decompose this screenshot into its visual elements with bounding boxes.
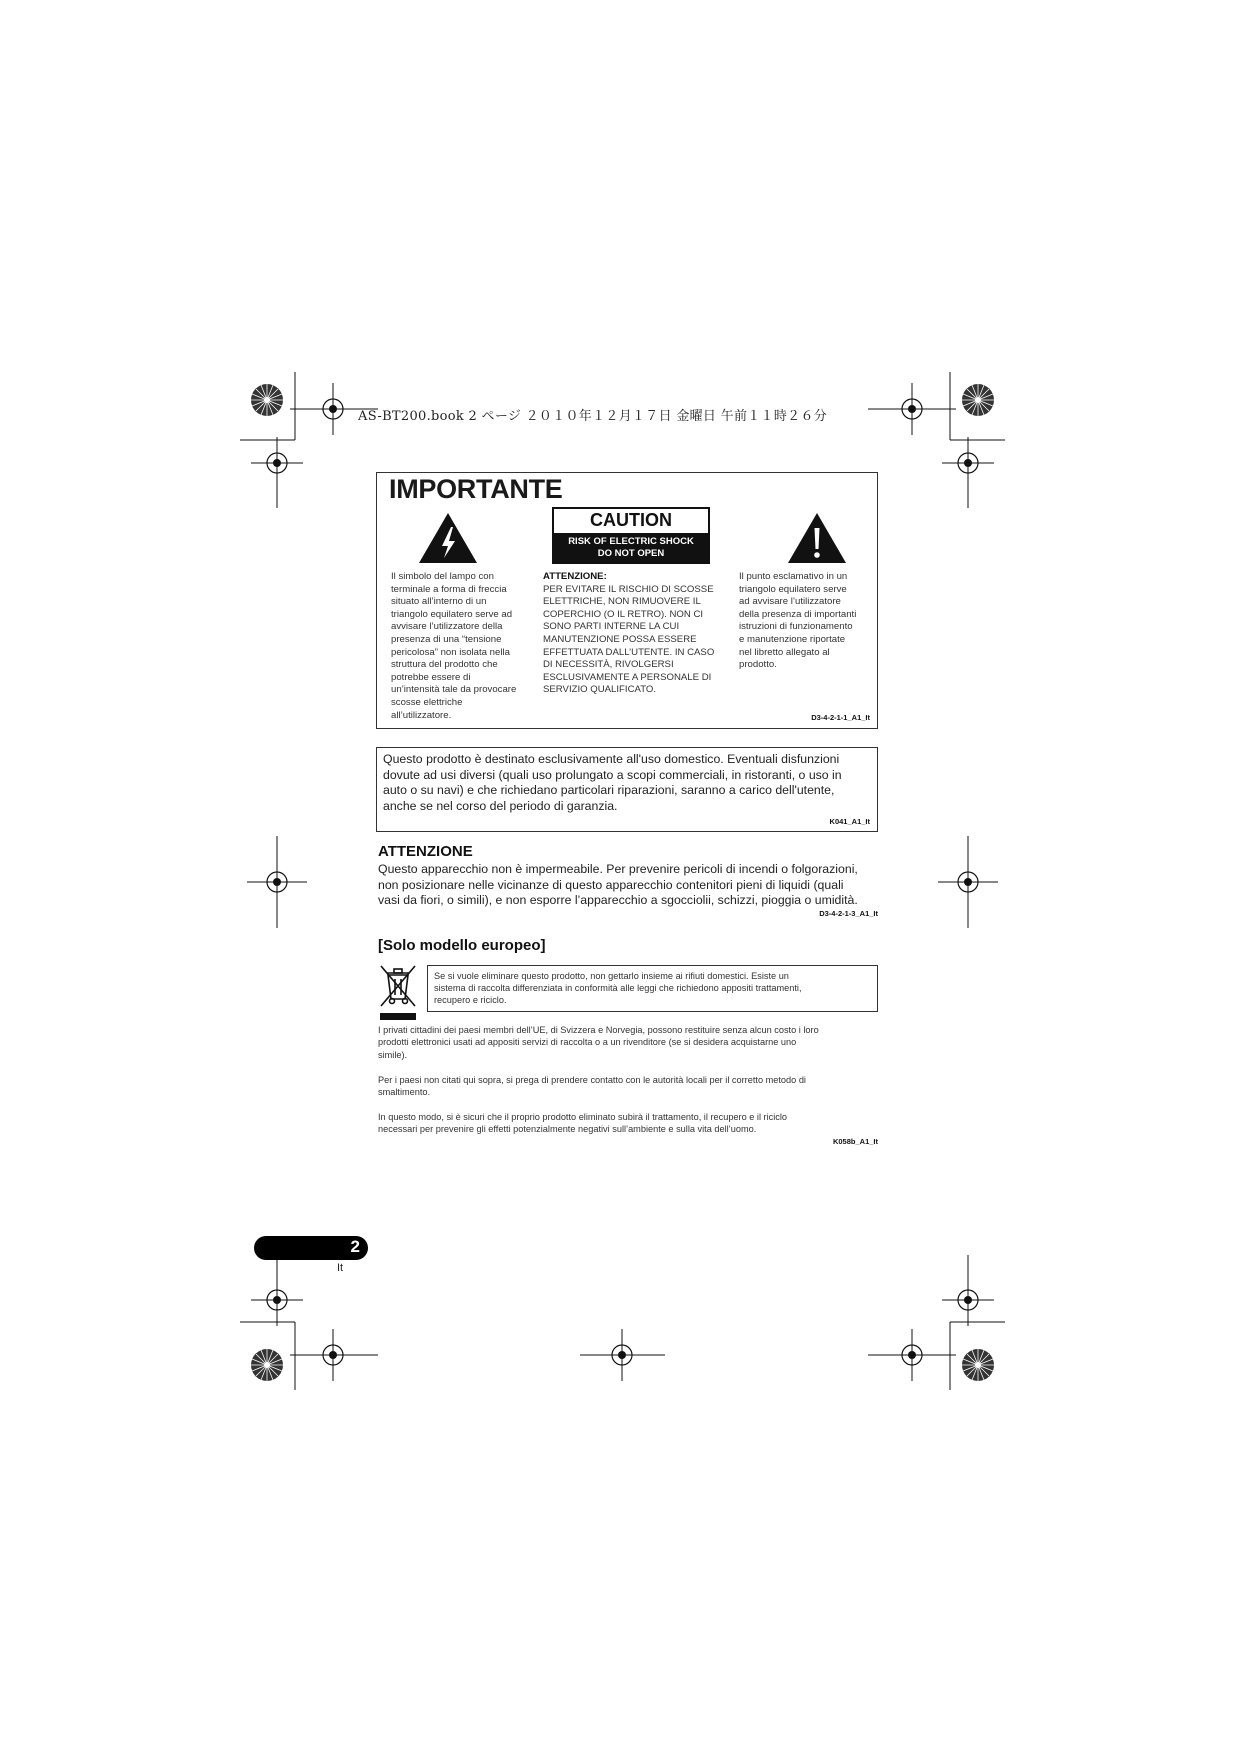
lightning-warning-icon [418,512,478,564]
text-line: necessari per prevenire gli effetti potenzialmente negativi sull’ambiente e sulla vita dell’uomo. [378,1124,757,1135]
text-line: smaltimento. [378,1087,431,1098]
text-line: SONO PARTI INTERNE LA CUI [543,621,680,633]
eu-paragraph-3 [378,1111,878,1136]
text-line: prodotto. [739,659,777,671]
text-line: Il punto esclamativo in un [739,571,848,582]
text-line: terminale a forma di freccia [391,583,507,595]
attenzione-caution-text [543,571,723,697]
text-line: triangolo equilatero serve ad [391,608,513,620]
text-line: simile). [378,1049,408,1060]
exclamation-warning-icon [787,512,847,564]
attenzione-code: D3-4-2-1-3_A1_It [819,909,878,918]
crossed-bin-icon [378,963,418,1021]
text-line: DI NECESSITÀ, RIVOLGERSI [543,659,674,671]
exclamation-symbol-explanation [739,571,875,672]
text-line: I privati cittadini dei paesi membri dell’UE, di Svizzera e Norvegia, possono restituire senza alcun costo i loro [378,1025,819,1035]
caution-line-1: RISK OF ELECTRIC SHOCK [568,536,694,547]
text-line: sistema di raccolta differenziata in conformità alle leggi che richiedono appositi trattamenti, [434,983,802,994]
lightning-symbol-explanation [391,571,541,722]
text-line: auto o su navi) e che richiedano particolari riparazioni, saranno a carico dell'utente, [383,783,835,798]
text-line: dovute ad usi diversi (quali uso prolungato a scopi commerciali, in ristoranti, o uso in [383,767,842,782]
eu-model-heading: [Solo modello europeo] [378,937,546,954]
print-header: AS-BT200.book 2 ページ ２０１０年１２月１７日 金曜日 午前１１時２６分 [358,409,828,424]
domestic-code: K041_A1_It [829,817,870,826]
text-line: un’intensità tale da provocare [391,684,517,696]
text-line: della presenza di importanti [739,608,857,620]
page-number: 2 [350,1237,360,1256]
text-line: prodotti elettronici usati ad appositi servizi di raccolta o a un rivenditore (se si desidera acquistarne uno [378,1037,797,1048]
text-line: ELETTRICHE, NON RIMUOVERE IL [543,596,701,608]
text-line: ad avvisare l’utilizzatore [739,596,841,608]
text-line: avvisare l’utilizzatore della [391,621,503,633]
caution-subtitle [554,533,708,564]
text-line: nel libretto allegato al [739,646,830,658]
text-line: SERVIZIO QUALIFICATO. [543,684,657,696]
text-line: potrebbe essere di [391,671,471,683]
text-line: MANUTENZIONE POSSA ESSERE [543,633,697,645]
eu-code: K058b_A1_It [832,1137,878,1146]
text-line: ESCLUSIVAMENTE A PERSONALE DI [543,671,712,683]
text-line: situato all’interno di un [391,596,487,608]
text-line: Il simbolo del lampo con [391,571,494,582]
caution-title: CAUTION [590,510,672,530]
text-line: In questo modo, si è sicuri che il proprio prodotto eliminato subirà il trattamento, il recupero e il riciclo [378,1112,788,1122]
weee-notice-text [434,970,874,1007]
text-line: non posizionare nelle vicinanze di questo apparecchio contenitori pieni di liquidi (quali [378,877,844,892]
text-line: vasi da fiori, o simili), e non esporre l’apparecchio a sgocciolii, schizzi, pioggia o umidità. [378,893,858,908]
attenzione-heading: ATTENZIONE [378,843,473,860]
text-line: PER EVITARE IL RISCHIO DI SCOSSE [543,583,714,595]
text-line: Questo prodotto è destinato esclusivamente all'uso domestico. Eventuali disfunzioni [383,752,840,766]
text-line: presenza di una “tensione [391,633,502,645]
text-line: scosse elettriche [391,696,463,708]
caution-line-2: DO NOT OPEN [597,548,665,559]
language-code: It [337,1262,344,1274]
attenzione-text [378,862,878,909]
text-line: anche se nel corso del periodo di garanzia. [383,798,618,813]
text-line: triangolo equilatero serve [739,583,847,595]
text-line: all’utilizzatore. [391,709,452,721]
importante-title: IMPORTANTE [389,474,563,504]
text-line: Questo apparecchio non è impermeabile. Per prevenire pericoli di incendi o folgorazioni, [378,862,858,876]
text-line: COPERCHIO (O IL RETRO). NON CI [543,608,704,620]
eu-paragraph-1 [378,1024,878,1061]
domestic-use-text [383,752,875,814]
text-line: Per i paesi non citati qui sopra, si prega di prendere contatto con le autorità locali per il corretto metodo di [378,1075,806,1085]
eu-paragraph-2 [378,1074,878,1099]
text-line: e manutenzione riportate [739,633,846,645]
attenzione-heading: ATTENZIONE: [543,571,607,582]
text-line: pericolosa” non isolata nella [391,646,510,658]
text-line: EFFETTUATA DALL’UTENTE. IN CASO [543,646,715,658]
text-line: istruzioni di funzionamento [739,621,853,633]
text-line: Se si vuole eliminare questo prodotto, non gettarlo insieme ai rifiuti domestici. Esiste un [434,971,789,981]
caution-label [552,507,710,564]
importante-code: D3-4-2-1-1_A1_It [811,713,870,722]
text-line: struttura del prodotto che [391,659,498,671]
text-line: recupero e riciclo. [434,995,507,1006]
